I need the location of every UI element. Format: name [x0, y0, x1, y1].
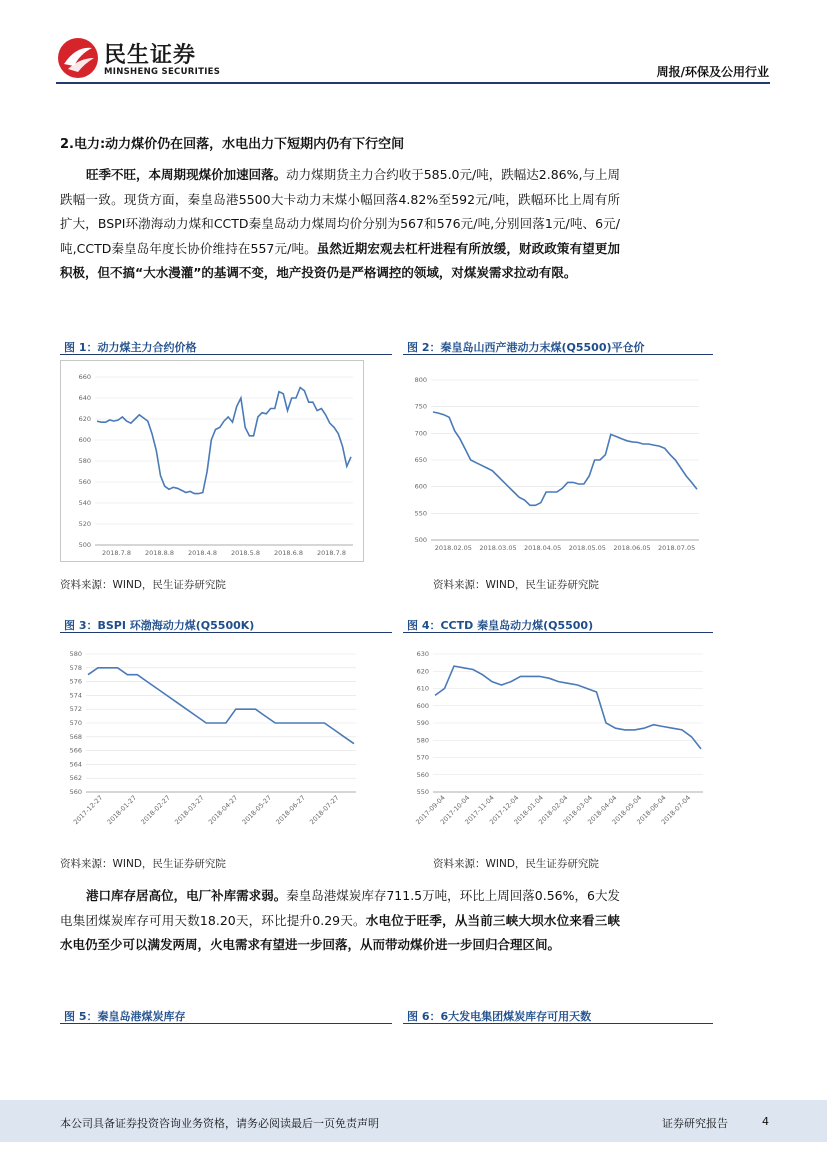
chart-1-svg — [61, 361, 363, 561]
y-tick-label: 570 — [416, 753, 429, 762]
chart-3-svg — [60, 640, 370, 840]
x-tick-label: 2018-01-27 — [105, 793, 139, 827]
y-tick-label: 600 — [78, 436, 91, 444]
series-line — [433, 412, 697, 505]
y-tick-label: 568 — [69, 732, 82, 741]
y-tick-label: 750 — [414, 402, 427, 411]
figure-5-title: 图 5：秦皇岛港煤炭库存 — [64, 1010, 186, 1023]
x-tick-label: 2018-02-04 — [537, 793, 570, 827]
y-tick-label: 610 — [416, 684, 429, 693]
figure-3-source: 资料来源：WIND，民生证券研究院 — [60, 858, 226, 870]
x-tick-label: 2017-12-04 — [487, 793, 521, 827]
figure-1-chart — [60, 360, 364, 562]
chart-4-svg — [403, 640, 713, 840]
logo-name-cn: 民生证券 — [104, 43, 197, 68]
section-title: 2.电力:动力煤价仍在回落，水电出力下短期内仍有下行空间 — [60, 137, 405, 152]
paragraph-coal-price — [60, 163, 620, 286]
y-tick-label: 600 — [414, 482, 427, 491]
figure-2-rule — [403, 354, 713, 355]
y-tick-label: 660 — [78, 373, 91, 381]
y-tick-label: 550 — [416, 788, 429, 796]
y-tick-label: 630 — [416, 650, 429, 658]
series-line — [97, 388, 351, 494]
logo — [56, 36, 100, 80]
y-tick-label: 566 — [69, 746, 82, 755]
x-tick-label: 2018.05.05 — [568, 544, 606, 552]
y-tick-label: 560 — [78, 478, 91, 486]
figure-4-title: 图 4：CCTD 秦皇岛动力煤(Q5500) — [407, 619, 594, 632]
y-tick-label: 580 — [78, 457, 91, 465]
x-tick-label: 2018.8.8 — [145, 549, 174, 557]
x-tick-label: 2018-06-04 — [635, 793, 668, 827]
series-line — [88, 668, 354, 744]
figure-1-source: 资料来源：WIND，民生证券研究院 — [60, 579, 226, 591]
x-tick-label: 2018-07-27 — [308, 793, 341, 827]
minsheng-logo-icon — [56, 36, 100, 80]
x-tick-label: 2018.7.8 — [317, 549, 346, 557]
figure-3-rule — [60, 632, 392, 633]
figure-3-title: 图 3：BSPI 环渤海动力煤(Q5500K) — [64, 619, 255, 632]
footer-label: 证券研究报告 — [662, 1117, 728, 1130]
y-tick-label: 560 — [416, 770, 429, 779]
para2-lead: 港口库存居高位，电厂补库需求弱。 — [86, 888, 287, 903]
x-tick-label: 2018.02.05 — [434, 544, 472, 552]
x-tick-label: 2018.06.05 — [613, 544, 651, 552]
figure-2-title: 图 2：秦皇岛山西产港动力末煤(Q5500)平仓价 — [407, 341, 645, 354]
x-tick-label: 2018.04.05 — [524, 544, 562, 552]
x-tick-label: 2018.03.05 — [479, 544, 517, 552]
footer-page-number: 4 — [762, 1115, 769, 1128]
y-tick-label: 580 — [416, 736, 429, 745]
chart-2-svg — [403, 360, 713, 560]
figure-6-rule — [403, 1023, 713, 1024]
x-tick-label: 2017-09-04 — [414, 793, 447, 827]
para1-lead: 旺季不旺，本周期现煤价加速回落。 — [86, 167, 287, 182]
y-tick-label: 540 — [78, 499, 91, 507]
y-tick-label: 700 — [414, 429, 427, 438]
x-tick-label: 2018-04-27 — [206, 793, 240, 827]
y-tick-label: 620 — [416, 667, 429, 676]
x-tick-label: 2018.7.8 — [102, 549, 131, 557]
para1-body: 动力煤期货主力合约收于585.0元/吨，跌幅达2.86%,与上周跌幅一致。现货方面，秦皇岛港5500大卡动力末煤小幅回落4.82%至592元/吨，跌幅环比上周有所扩大，BSPI环渤海动力煤和CCTD秦皇岛动力煤周均价分别为567和576元/吨,分别回落1元/吨、6元/吨,CCTD秦皇岛年度长协价维持在557元/吨。 — [60, 167, 620, 256]
x-tick-label: 2018-02-27 — [139, 793, 172, 827]
y-tick-label: 574 — [69, 691, 82, 700]
x-tick-label: 2018.4.8 — [188, 549, 217, 557]
figure-1-rule — [60, 354, 392, 355]
figure-5-rule — [60, 1023, 392, 1024]
y-tick-label: 580 — [69, 650, 82, 658]
y-tick-label: 640 — [78, 394, 91, 402]
y-tick-label: 620 — [78, 415, 91, 423]
y-tick-label: 578 — [69, 663, 82, 672]
x-tick-label: 2017-10-04 — [438, 793, 472, 827]
logo-name-en: MINSHENG SECURITIES — [104, 67, 221, 77]
report-type: 周报/环保及公用行业 — [656, 65, 769, 79]
x-tick-label: 2018.07.05 — [658, 544, 696, 552]
footer-disclaimer: 本公司具备证券投资咨询业务资格，请务必阅读最后一页免责声明 — [60, 1117, 379, 1130]
y-tick-label: 550 — [414, 509, 427, 518]
figure-4-rule — [403, 632, 713, 633]
x-tick-label: 2017-12-27 — [71, 793, 105, 827]
x-tick-label: 2018.6.8 — [274, 549, 303, 557]
y-tick-label: 572 — [69, 705, 82, 714]
paragraph-inventory — [60, 884, 620, 958]
y-tick-label: 500 — [414, 536, 427, 544]
y-tick-label: 564 — [69, 760, 82, 769]
x-tick-label: 2017-11-04 — [463, 793, 496, 827]
x-tick-label: 2018-01-04 — [512, 793, 545, 827]
figure-2-chart — [403, 360, 713, 560]
para2-body: 秦皇岛港煤炭库存711.5万吨，环比上周回落0.56%，6大发电集团煤炭库存可用天数18.20天，环比提升0.29天。 — [60, 888, 620, 928]
para2-tail: 水电位于旺季，从当前三峡大坝水位来看三峡水电仍至少可以满发两周，火电需求有望进一步回落，从而带动煤价进一步回归合理区间。 — [60, 912, 620, 952]
x-tick-label: 2018.5.8 — [231, 549, 260, 557]
figure-6-title: 图 6：6大发电集团煤炭库存可用天数 — [407, 1010, 592, 1023]
y-tick-label: 520 — [78, 520, 91, 528]
x-tick-label: 2018-05-27 — [240, 793, 274, 827]
figure-4-chart — [403, 640, 713, 840]
figure-4-source: 资料来源：WIND，民生证券研究院 — [433, 858, 599, 870]
x-tick-label: 2018-07-04 — [659, 793, 693, 827]
x-tick-label: 2018-03-27 — [173, 793, 206, 827]
y-tick-label: 562 — [69, 774, 82, 783]
x-tick-label: 2018-03-04 — [561, 793, 594, 827]
figure-3-chart — [60, 640, 370, 840]
y-tick-label: 600 — [416, 701, 429, 710]
y-tick-label: 500 — [78, 541, 91, 549]
y-tick-label: 800 — [414, 376, 427, 384]
x-tick-label: 2018-06-27 — [274, 793, 307, 827]
series-line — [435, 666, 701, 749]
figure-1-title: 图 1：动力煤主力合约价格 — [64, 341, 197, 354]
y-tick-label: 650 — [414, 456, 427, 464]
y-tick-label: 576 — [69, 677, 82, 686]
header-rule — [56, 82, 770, 84]
x-tick-label: 2018-05-04 — [610, 793, 644, 827]
x-tick-label: 2018-04-04 — [586, 793, 619, 827]
para1-tail: 虽然近期宏观去杠杆进程有所放缓，财政政策有望更加积极，但不搞“大水漫灌”的基调不变，地产投资仍是严格调控的领域，对煤炭需求拉动有限。 — [60, 240, 620, 280]
figure-2-source: 资料来源：WIND，民生证券研究院 — [433, 579, 599, 591]
y-tick-label: 570 — [69, 719, 82, 727]
y-tick-label: 560 — [69, 788, 82, 796]
y-tick-label: 590 — [416, 719, 429, 727]
